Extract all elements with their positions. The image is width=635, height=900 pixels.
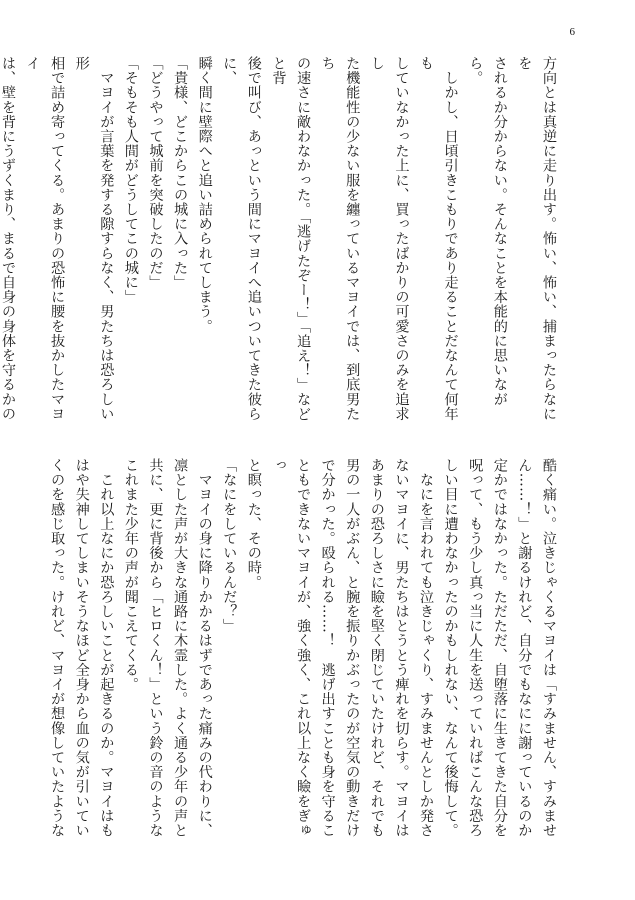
text-line: 相で詰め寄ってくる。あまりの恐怖に腰を抜かしたマヨイ <box>24 56 66 421</box>
text-line: マヨイの身に降りかかるはずであった痛みの代わりに、 <box>196 458 213 838</box>
text-line: は、壁を背にうずくまり、まるで自身の身体を守るかの <box>0 56 16 421</box>
text-line: あまりの恐ろしさに瞼を堅く閉じていたけれど、それでも <box>368 458 385 838</box>
text-line: これまた少年の声が聞こえてくる。 <box>122 458 139 692</box>
text-line: 「なにをしているんだ？」 <box>221 458 238 634</box>
text-line: 「どうやって城前を突破したのだ」 <box>147 56 164 290</box>
text-line: ん……！」と謝るけれど、自分でもなにに謝っているのか <box>516 458 533 838</box>
text-line: 後で叫び、あっという間にマヨイへ追いついてきた彼らに、 <box>221 56 262 421</box>
text-line: されるか分からない。そんなことを本能的に思いながら。 <box>467 56 508 407</box>
text-line: なにを言われても泣きじゃくり、すみませんとしか発さ <box>418 458 435 838</box>
text-line: マヨイが言葉を発する隙すらなく、男たちは恐ろしい形 <box>73 56 115 421</box>
text-line: 酷く痛い。泣きじゃくるマヨイは「すみません、すみませ <box>541 458 557 838</box>
text-line: 方向とは真逆に走り出す。怖い、怖い、捕まったらなにを <box>516 56 557 421</box>
text-line: た機能性の少ない服を纏っているマヨイでは、到底男たち <box>319 56 361 421</box>
text-line: の速さに敵わなかった。「逃げたぞー！」「追え！」などと背 <box>270 56 312 422</box>
text-line: と瞑った、その時。 <box>245 458 262 590</box>
text-line: 定かではなかった。ただただ、自堕落に生きてきた自分を <box>491 458 508 838</box>
text-line: はや失神してしまいそうなほど全身から血の気が引いてい <box>73 458 90 838</box>
upper-text-block <box>0 56 561 428</box>
text-line: していなかった上に、買ったばかりの可愛さのみを追求し <box>368 56 410 421</box>
text-line: 「貴様、どこからこの城に入った」 <box>172 56 189 290</box>
text-line: 呪って、もう少し真っ当に人生を送っていればこんな恐ろ <box>467 458 484 838</box>
lower-text-block <box>49 458 561 841</box>
text-line: 男の一人がぶん、と腕を振りかぶったのが空気の動きだけ <box>344 458 361 838</box>
text-line: で分かった。殴られる……！ 逃げ出すことも身を守るこ <box>319 458 336 838</box>
page-number: 6 <box>569 26 575 38</box>
text-line: 凛とした声が大きな通路に木霊した。よく通る少年の声と <box>172 458 189 838</box>
text-line: しい目に遭わなかったのかもしれない、なんて後悔して。 <box>442 458 459 838</box>
text-line: しかし、日頃引きこもりであり走ることだなんて何年も <box>418 56 459 421</box>
text-line: これ以上なにか恐ろしいことが起きるのか。マヨイはも <box>98 458 115 838</box>
text-line: くのを感じ取った。けれど、マヨイが想像していたような <box>49 458 66 838</box>
text-line: 瞬く間に壁際へと追い詰められてしまう。 <box>196 56 213 334</box>
text-line: ともできないマヨイが、強く強く、これ以上なく瞼をぎゅっ <box>270 458 312 838</box>
text-line: 共に、更に背後から「ヒロくん！」という鈴の音のような <box>147 458 164 838</box>
text-line: 「そもそも人間がどうしてこの城に」 <box>122 56 139 305</box>
text-line: ないマヨイに、男たちはとうとう痺れを切らす。マヨイは <box>393 458 410 838</box>
